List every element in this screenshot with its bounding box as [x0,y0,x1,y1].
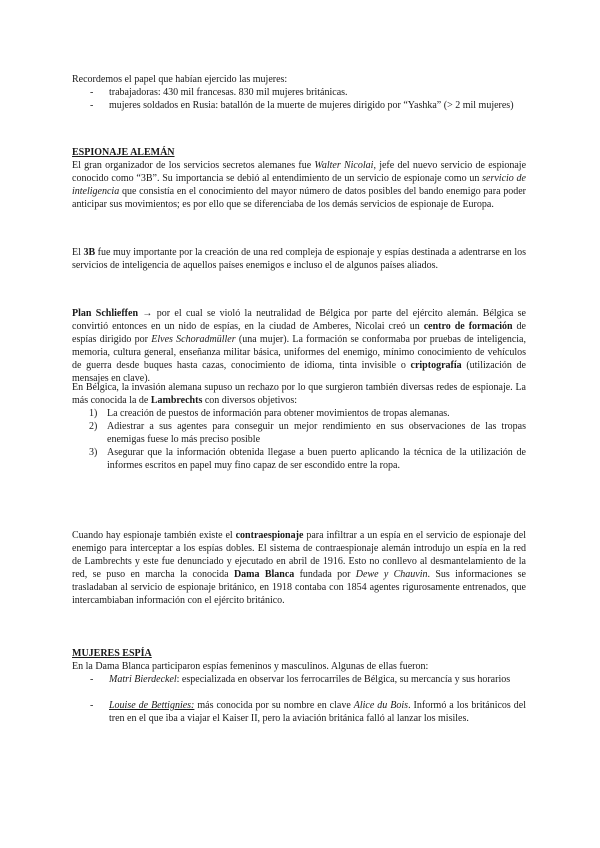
name-matri-bierdeckel: Matri Bierdeckel [109,674,177,685]
dash-bullet: - [90,100,94,111]
paragraph-lambrechts [72,381,526,472]
list-item [72,420,526,446]
list-item [72,446,526,472]
dash-bullet: - [90,674,94,685]
text-run: fue muy importante por la creación de una red compleja de espionaje y espías destinada a adentrarse en los servicios de inteligencia de aquellos países enemigos e incluso el de algunos países aliados. [72,247,527,271]
text-run: En Bélgica, la invasión alemana supuso un rechazo por lo que surgieron también diversas redes de espionaje. La más conocida la de [72,382,526,406]
paragraph-contraespionaje [72,529,526,607]
term-servicio-inteligencia: servicio de inteligencia [72,173,526,197]
list-item-text: trabajadoras: 430 mil francesas. 830 mil mujeres británicas. [109,87,348,98]
paragraph-text [72,381,526,407]
list-item-text: La creación de puestos de información para obtener movimientos de tropas alemanas. [107,408,450,419]
list-item-text: mujeres soldados en Rusia: batallón de la muerte de mujeres dirigido por “Yashka” (> 2 mil mujeres) [109,100,514,111]
list-item-text: Asegurar que la información obtenida llegase a buen puerto aplicando la técnica de la utilización de informes escritos en papel muy fino capaz de ser escondido entre la ropa. [107,447,526,471]
text-run: Cuando hay espionaje también existe el [72,530,236,541]
text-run: (utilización de mensajes en clave). [72,360,527,384]
text-run: El gran organizador de los servicios secretos alemanes fue [72,160,315,171]
dash-bullet: - [90,700,94,711]
text-run: (una mujer). La formación se conformaba por pruebas de inteligencia, memoria, cultura general, enseñanza militar básica, uniformes del enemigo, mínimo conocimiento de vehículos de guerra desde buques hasta cazas, conocimiento de idioma, tinta invisible o [72,334,526,371]
intro-list [72,86,526,112]
text-run: fundada por [294,569,356,580]
text-run: que consistía en el conocimiento del mayor número de datos posibles del bando enemigo para poder anticipar sus movimientos; es por ello que se diferenciaba de los demás servicios de espionaje de Europa. [72,186,526,210]
text-run: : especializada en observar los ferrocarriles de Bélgica, su mercancía y sus horarios [176,674,511,685]
section-heading-espionaje: ESPIONAJE ALEMÁN [72,147,175,158]
text-run: para infiltrar a un espía en el servicio de espionaje del enemigo para interceptar a los espías dobles. El sistema de contraespionaje alemán introdujo un espía en la red de Lambrechts y este fue denunciado y ejecutado en abril de 1916. Esto no conllevo al desmantelamiento de la red, se puso en marcha la conocida [72,530,526,580]
intro-section [72,73,526,112]
mujeres-section [72,660,526,725]
term-contraespionaje: contraespionaje [235,530,304,541]
term-criptografia: criptografía [410,360,462,371]
term-plan-schlieffen: Plan Schlieffen [72,308,139,319]
paragraph-plan-schlieffen [72,307,526,385]
list-item [72,86,526,99]
term-3b: 3B [83,247,96,258]
objectives-list [72,407,526,472]
intro-text: Recordemos el papel que habían ejercido las mujeres: [72,74,288,85]
term-dama-blanca: Dama Blanca [233,569,295,580]
list-item [72,699,526,725]
text-run: más conocida por su nombre en clave [194,700,354,711]
text-run: de espías dirigido por [72,321,526,345]
name-louise-de-bettignies: Louise de Bettignies: [109,700,195,711]
text-run: con diversos objetivos: [202,395,298,406]
list-item [72,407,526,420]
term-lambrechts: Lambrechts [150,395,203,406]
list-item-text: Adiestrar a sus agentes para conseguir un mejor rendimiento en sus observaciones de las tropas enemigas fuese lo más preciso posible [107,421,526,445]
arrow-glyph: → [138,308,157,319]
text-run: por el cual se violó la neutralidad de Bélgica por parte del ejército alemán. Bélgica se convirtió entonces en un nido de espías, en la ciudad de Amberes, Nicolai creó un [72,308,526,332]
name-dewe-chauvin: Dewe y Chauvin [355,569,428,580]
text-run: El [72,247,84,258]
dash-bullet: - [90,87,94,98]
term-centro-formacion: centro de formación [423,321,513,332]
list-item [72,673,526,686]
name-alice-du-bois: Alice du Bois [353,700,409,711]
paragraph-3b [72,246,526,272]
list-number: 3) [89,447,98,458]
list-number: 2) [89,421,98,432]
name-walter-nicolai: Walter Nicolai [314,160,374,171]
list-item [72,99,526,112]
text-run: . Informó a los británicos del tren en el que iba a viajar el Kaiser II, pero la aviación británica falló al lanzar los misiles. [109,700,526,724]
name-elves-schoradmuller: Elves Schoradmüller [151,334,236,345]
paragraph-nicolai [72,159,526,211]
text-run: . Sus informaciones se trasladaban al servicio de espionaje británico, en 1918 contaba con 1854 agentes rigurosamente entrenados, que intercambiaban información con el ejército británico. [72,569,526,606]
text-run: , jefe del nuevo servicio de espionaje conocido como “3B”. Su importancia se debió al entendimiento de un servicio de espionaje como un [72,160,527,184]
list-number: 1) [89,408,98,419]
mujeres-intro-text: En la Dama Blanca participaron espías femeninos y masculinos. Algunas de ellas fueron: [72,661,429,672]
section-heading-mujeres: MUJERES ESPÍA [72,648,152,659]
